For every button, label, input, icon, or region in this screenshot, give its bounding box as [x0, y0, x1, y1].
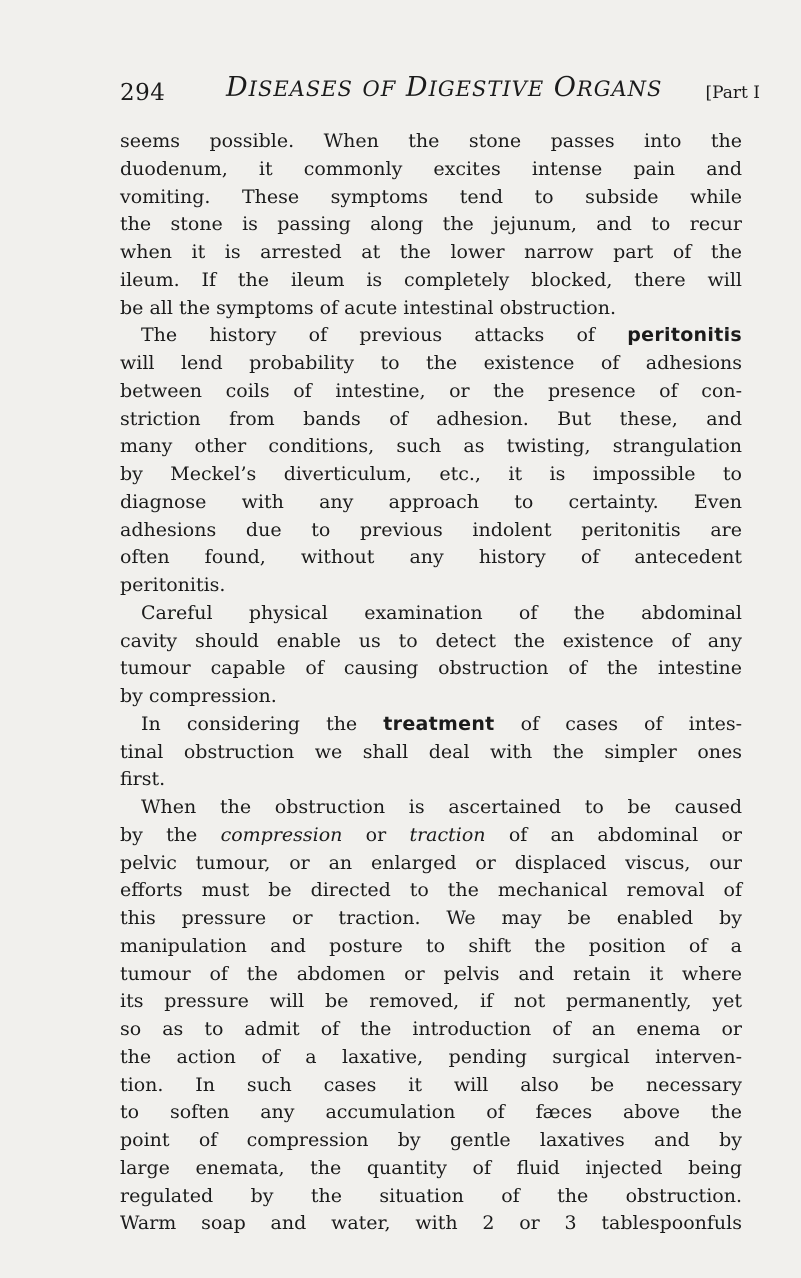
text-line: first.	[120, 768, 166, 791]
body-text	[120, 128, 742, 1238]
text-line: tion. In such cases it will also be necessary	[120, 1073, 742, 1096]
text-line: point of compression by gentle laxatives and by	[120, 1129, 742, 1151]
text-line: will lend probability to the existence of adhesions	[120, 352, 742, 374]
text-line: large enemata, the quantity of fluid injected being	[120, 1156, 742, 1179]
text-line: by Meckel’s diverticulum, etc., it is impossible to	[120, 463, 742, 485]
title-word: DIGESTIVE	[405, 72, 545, 103]
text-line: peritonitis.	[120, 574, 226, 596]
text-line: duodenum, it commonly excites intense pain and	[120, 157, 742, 180]
text-line: efforts must be directed to the mechanical removal of	[120, 879, 742, 902]
text-line: vomiting. These symptoms tend to subside while	[120, 185, 742, 208]
text-line: by the compression or traction of an abdominal or	[120, 823, 743, 846]
text-line: many other conditions, such as twisting, strangulation	[120, 435, 742, 458]
text-line: its pressure will be removed, if not permanently, yet	[120, 990, 742, 1013]
title-word: DISEASES	[226, 72, 353, 103]
text-line: adhesions due to previous indolent peritonitis are	[120, 518, 742, 541]
text-line: often found, without any history of antecedent	[120, 546, 742, 569]
text-line: regulated by the situation of the obstruction.	[120, 1184, 742, 1207]
text-line: cavity should enable us to detect the existence of any	[120, 629, 742, 652]
part-label: [Part I	[705, 83, 760, 103]
text-line: seems possible. When the stone passes into the	[120, 130, 742, 152]
text-line: When the obstruction is ascertained to be caused	[141, 796, 742, 818]
page-number: 294	[120, 80, 166, 106]
text-line: Careful physical examination of the abdominal	[141, 601, 742, 624]
text-line: to soften any accumulation of fæces above the	[120, 1101, 742, 1124]
text-line: The history of previous attacks of peritonitis	[141, 324, 742, 347]
running-header	[120, 72, 760, 114]
text-line: be all the symptoms of acute intestinal obstruction.	[120, 296, 617, 319]
running-title	[226, 72, 662, 103]
text-line: diagnose with any approach to certainty. Even	[120, 490, 742, 513]
text-line: Warm soap and water, with 2 or 3 tablespoonfuls	[120, 1212, 742, 1235]
text-line: by compression.	[120, 685, 277, 707]
text-line: tumour of the abdomen or pelvis and retain it where	[120, 962, 742, 985]
text-line: this pressure or traction. We may be enabled by	[120, 907, 742, 929]
text-line: between coils of intestine, or the presence of con-	[120, 379, 742, 402]
title-word: ORGANS	[553, 72, 663, 103]
text-line: striction from bands of adhesion. But these, and	[120, 407, 742, 430]
text-line: In considering the treatment of cases of intes-	[141, 712, 742, 735]
text-line: the stone is passing along the jejunum, and to recur	[120, 213, 742, 236]
text-line: when it is arrested at the lower narrow part of the	[120, 241, 742, 263]
text-line: the action of a laxative, pending surgical interven-	[120, 1045, 742, 1068]
text-line: tinal obstruction we shall deal with the simpler ones	[120, 740, 742, 763]
text-line: pelvic tumour, or an enlarged or displaced viscus, our	[120, 851, 742, 874]
text-line: tumour capable of causing obstruction of the intestine	[120, 657, 742, 680]
title-word: OF	[362, 77, 397, 101]
text-line: so as to admit of the introduction of an enema or	[120, 1018, 742, 1040]
text-line: ileum. If the ileum is completely blocked, there will	[120, 268, 742, 291]
text-line: manipulation and posture to shift the position of a	[120, 934, 742, 957]
